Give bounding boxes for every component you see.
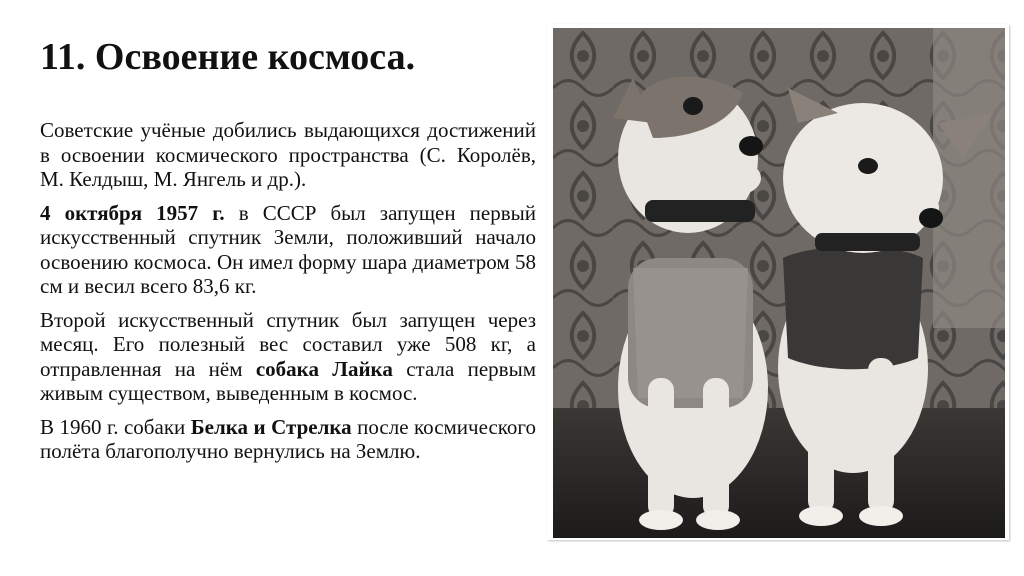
slide-body (40, 118, 536, 473)
dogs-belka-strelka-photo-icon (553, 28, 1005, 538)
paragraph-first-satellite (40, 201, 536, 299)
paragraph-first-satellite-text: в СССР был запущен первый искусственный спутник Земли, положивший начало освоению космоса. Он имел форму шара диаметром 58 см и весил всего 83,6 кг. (40, 200, 536, 298)
paragraph-second-satellite (40, 308, 536, 406)
paragraph-belka-strelka-end: после космического полёта благополучно вернулись на Землю. (40, 414, 536, 463)
belka-strelka-bold: Белка и Стрелка (190, 414, 352, 439)
paragraph-belka-strelka-start: В 1960 г. собаки (40, 414, 191, 439)
paragraph-scientists-text: Советские учёные добились выдающихся достижений в освоении космического пространства (С. Королёв, М. Келдыш, М. Янгель и др.). (40, 118, 536, 191)
paragraph-belka-strelka (40, 415, 536, 464)
dogs-photo (553, 28, 1005, 538)
photo-frame (547, 24, 1009, 540)
date-bold: 4 октября 1957 г. (40, 200, 225, 225)
laika-bold: собака Лайка (255, 356, 393, 381)
paragraph-second-satellite-start: Второй искусственный спутник был запущен через месяц. Его полезный вес составил уже 508 кг, а отправленная на нём (40, 307, 536, 381)
slide-title: 11. Освоение космоса. (40, 36, 416, 78)
paragraph-second-satellite-end: стала первым живым существом, выведенным в космос. (40, 356, 536, 405)
floor (553, 408, 1005, 538)
paragraph-scientists (40, 118, 536, 192)
